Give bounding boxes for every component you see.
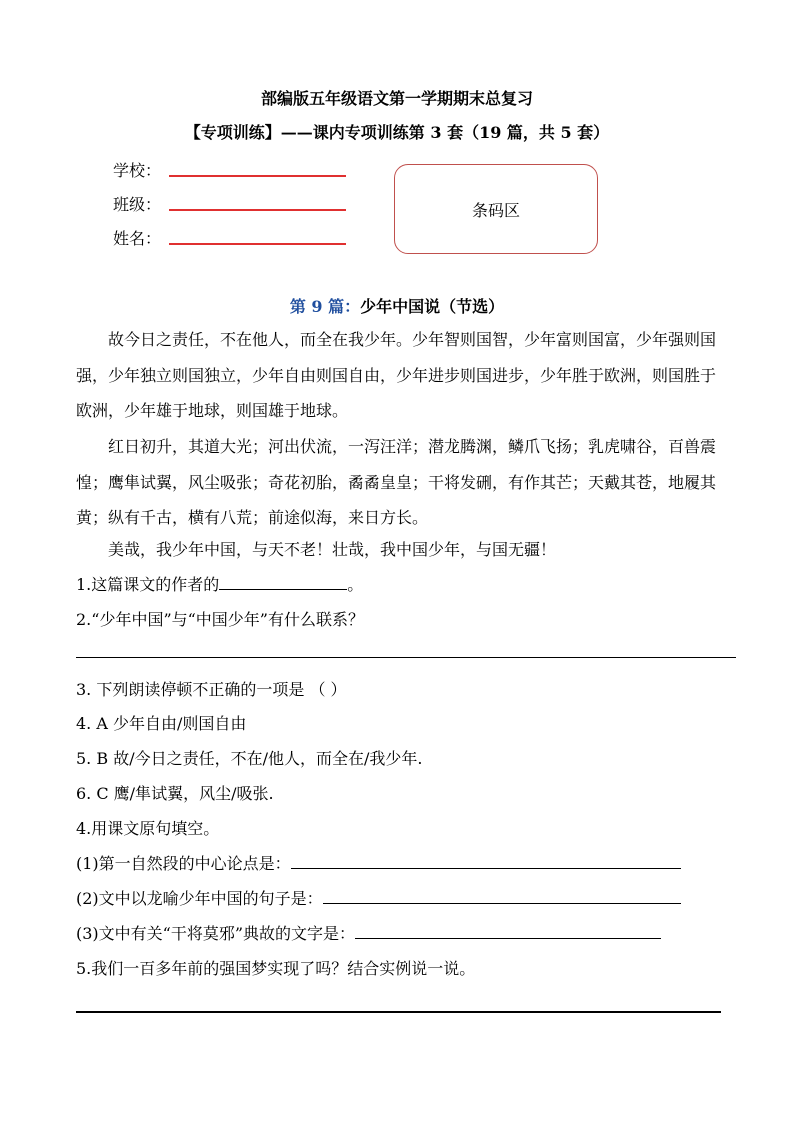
name-input-line[interactable]: [169, 243, 346, 245]
section-name: 少年中国说（节选）: [360, 297, 505, 316]
answer-line-5[interactable]: [76, 1011, 721, 1013]
passage-paragraph-1: 故今日之责任，不在他人，而全在我少年。少年智则国智，少年富则国富，少年强则国强，少年独立则国独立，少年自由则国自由，少年进步则国进步，少年胜于欧洲，则国胜于欧洲，少年雄于地球，则国雄于地球。: [76, 330, 717, 420]
name-field: [113, 226, 169, 250]
question-3: 3. 下列朗读停顿不正确的一项是 （ ）: [76, 680, 347, 699]
question-4-1: (1)第一自然段的中心论点是：: [76, 851, 681, 874]
class-label: 班级：: [113, 195, 162, 214]
school-field: [113, 158, 169, 182]
class-field: [113, 192, 169, 216]
answer-line-2[interactable]: [76, 657, 736, 658]
passage-paragraph-2: 红日初升，其道大光；河出伏流，一泻汪洋；潜龙腾渊，鳞爪飞扬；乳虎啸谷，百兽震惶；鹰隼试翼，风尘吸张；奇花初胎，矞矞皇皇；干将发硎，有作其芒；天戴其苍，地履其黄；纵有千古，横有八荒；前途似海，来日方长。: [76, 437, 717, 527]
answer-blank-4-2[interactable]: [323, 889, 681, 904]
question-4-2: (2)文中以龙喻少年中国的句子是：: [76, 886, 681, 909]
name-label: 姓名：: [113, 229, 162, 248]
section-title: [0, 294, 794, 317]
page-subtitle: 【专项训练】——课内专项训练第 3 套（19 篇，共 5 套）: [184, 123, 610, 142]
option-b: 5. B 故/今日之责任，不在/他人，而全在/我少年.: [76, 749, 423, 768]
answer-blank-4-3[interactable]: [355, 924, 661, 939]
question-5: 5.我们一百多年前的强国梦实现了吗？结合实例说一说。: [76, 959, 476, 978]
question-2: 2.“少年中国”与“中国少年”有什么联系？: [76, 610, 364, 629]
option-a: 4. A 少年自由/则国自由: [76, 714, 247, 733]
question-4-3: (3)文中有关“干将莫邪”典故的文字是：: [76, 921, 661, 944]
answer-blank-1[interactable]: [219, 575, 347, 590]
page-title: 部编版五年级语文第一学期期末总复习: [260, 89, 533, 108]
barcode-label: 条码区: [471, 200, 520, 220]
school-input-line[interactable]: [169, 175, 346, 177]
question-4: 4.用课文原句填空。: [76, 819, 220, 838]
answer-blank-4-1[interactable]: [291, 854, 681, 869]
barcode-area: [394, 164, 598, 254]
section-number: 第 9 篇：: [289, 297, 361, 316]
option-c: 6. C 鹰/隼试翼，风尘/吸张.: [76, 784, 274, 803]
class-input-line[interactable]: [169, 209, 346, 211]
question-1: 1.这篇课文的作者的 。: [76, 575, 364, 594]
passage-paragraph-3: 美哉，我少年中国，与天不老！壮哉，我中国少年，与国无疆！: [108, 540, 557, 559]
school-label: 学校：: [113, 161, 162, 180]
